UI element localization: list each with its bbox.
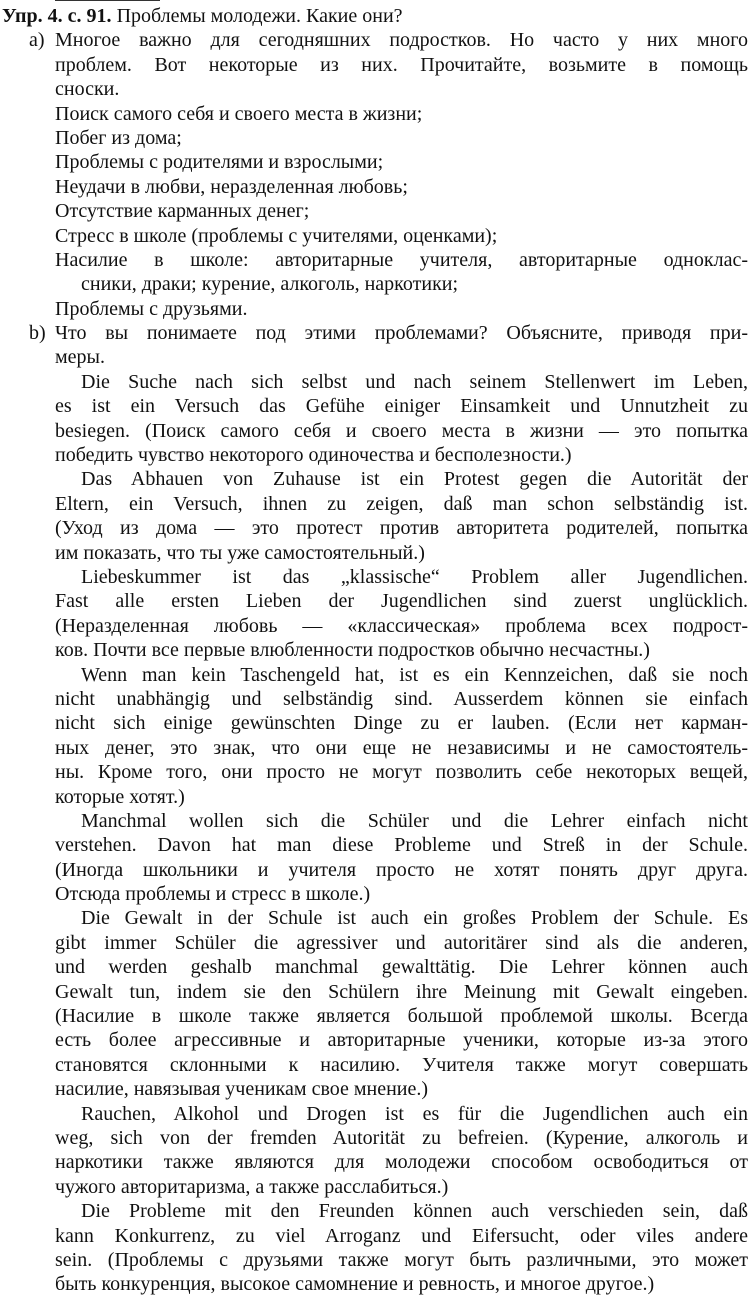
- paragraph-line: gibt immer Schüler die agressiver und autoritärer sind als die anderen,: [55, 931, 748, 954]
- exercise-number: Упр. 4. с. 91.: [2, 5, 112, 27]
- paragraph-line: nicht unabhängig und selbständig sind. Ausserdem können sie einfach: [55, 687, 748, 710]
- top-rule: [55, 0, 160, 1]
- list-item: [0, 102, 756, 126]
- part-label: a): [29, 29, 45, 52]
- list-item: [0, 126, 756, 150]
- paragraph-line: победить чувство некоторого одиночества и бесполезности.): [55, 444, 572, 467]
- intro-line: Многое важно для сегодняшних подростков. Но часто у них много: [55, 29, 748, 52]
- paragraph-line: ков. Почти все первые влюбленности подростков обычно несчастны.): [55, 639, 650, 662]
- paragraph-line: (Иногда школьники и учителя просто не хотят понять друг друга.: [55, 858, 748, 881]
- paragraph-line: Liebeskummer ist das „klassische“ Problem aller Jugendlichen.: [81, 565, 748, 588]
- paragraph-line: Die Suche nach sich selbst und nach seinem Stellenwert im Leben,: [81, 370, 748, 393]
- part-label: b): [29, 322, 46, 345]
- paragraph-line: становятся склонными к насилию. Учителя также могут совершать: [55, 1053, 748, 1076]
- list-item-line: Проблемы с родителями и взрослыми;: [55, 151, 384, 174]
- paragraph-line: Отсюда проблемы и стресс в школе.): [55, 883, 371, 906]
- paragraph-line: насилие, навязывая ученикам свое мнение.): [55, 1078, 429, 1101]
- document: [0, 4, 756, 1297]
- intro-line: меры.: [55, 346, 105, 369]
- list-item-line: Насилие в школе: авторитарные учителя, авторитарные одноклас-: [55, 248, 748, 271]
- exercise-heading: Проблемы молодежи. Какие они?: [111, 5, 403, 27]
- paragraph-line: (Насилие в школе также является большой проблемой школы. Всегда: [55, 1005, 748, 1028]
- exercise-title: [0, 4, 756, 28]
- paragraph-line: Eltern, ein Versuch, ihnen zu zeigen, daß man schon selbständig ist.: [55, 492, 748, 515]
- intro-row: [0, 53, 756, 77]
- paragraph-line: kann Konkurrenz, zu viel Arroganz und Eifersucht, oder viles andere: [55, 1224, 748, 1247]
- list-item: [0, 224, 756, 248]
- intro-row: [0, 28, 756, 52]
- paragraph-line: nicht sich einige gewünschten Dinge zu er lauben. (Если нет карман-: [55, 712, 748, 735]
- paragraph: [0, 1102, 756, 1200]
- paragraph: [0, 809, 756, 907]
- list-item: [0, 199, 756, 223]
- list-item: [0, 150, 756, 174]
- paragraph: [0, 565, 756, 663]
- paragraph: [0, 1199, 756, 1297]
- list-item: [0, 297, 756, 321]
- list-item: [0, 175, 756, 199]
- paragraph: [0, 467, 756, 565]
- intro-row: [0, 345, 756, 369]
- paragraph-line: Wenn man kein Taschengeld hat, ist es ein Kennzeichen, daß sie noch: [81, 663, 748, 686]
- intro-line: сноски.: [55, 78, 120, 101]
- paragraph-line: Die Gewalt in der Schule ist auch ein großes Problem der Schule. Es: [81, 907, 748, 930]
- paragraph-line: им показать, что ты уже самостоятельный.): [55, 541, 425, 564]
- list-item-line: Неудачи в любви, неразделенная любовь;: [55, 175, 408, 198]
- paragraph-line: Manchmal wollen sich die Schüler und die Lehrer einfach nicht: [81, 809, 748, 832]
- list-item-line: Поиск самого себя и своего места в жизни;: [55, 102, 423, 125]
- paragraph-line: sein. (Проблемы с друзьями также могут быть различными, это может: [55, 1248, 748, 1271]
- list-item-line: Стресс в школе (проблемы с учителями, оценками);: [55, 224, 498, 247]
- list-item-line: Отсутствие карманных денег;: [55, 200, 310, 223]
- list-item-line: Побег из дома;: [55, 126, 182, 149]
- intro-row: [0, 77, 756, 101]
- paragraph-line: es ist ein Versuch das Gefühe einiger Einsamkeit und Unnutzheit zu: [55, 395, 748, 418]
- list-item-line: сники, драки; курение, алкоголь, наркотики;: [81, 273, 459, 296]
- paragraph-line: быть конкуренция, высокое самомнение и ревность, и многое другое.): [55, 1273, 655, 1296]
- paragraph-line: Gewalt tun, indem sie den Schülern ihre Meinung mit Gewalt eingeben.: [55, 980, 748, 1003]
- paragraph-line: чужого авторитаризма, а также расслабиться.): [55, 1175, 449, 1198]
- paragraph: [0, 906, 756, 1101]
- intro-line: Что вы понимаете под этими проблемами? Объясните, приводя при-: [55, 322, 748, 345]
- paragraph-line: verstehen. Davon hat man diese Probleme und Streß in der Schule.: [55, 834, 748, 857]
- paragraph-line: Das Abhauen von Zuhause ist ein Protest gegen die Autorität der: [81, 468, 748, 491]
- paragraph: [0, 663, 756, 809]
- paragraph: [0, 370, 756, 468]
- part-a: [0, 28, 756, 321]
- paragraph-line: которые хотят.): [55, 785, 185, 808]
- paragraph-line: есть более агрессивные и авторитарные ученики, которые из-за этого: [55, 1029, 748, 1052]
- paragraph-line: und werden geshalb manchmal gewalttätig. Die Lehrer können auch: [55, 956, 748, 979]
- list-item-line: Проблемы с друзьями.: [55, 297, 248, 320]
- paragraph-line: наркотики также являются для молодежи способом освободиться от: [55, 1151, 748, 1174]
- paragraph-line: ны. Кроме того, они просто не могут позволить себе некоторых вещей,: [55, 761, 748, 784]
- paragraph-line: ных денег, это знак, что они еще не независимы и не самостоятель-: [55, 736, 748, 759]
- paragraph-line: weg, sich von der fremden Autorität zu befreien. (Курение, алкоголь и: [55, 1126, 748, 1149]
- paragraph-line: besiegen. (Поиск самого себя и своего места в жизни — это попытка: [55, 419, 748, 442]
- list-item: [0, 248, 756, 297]
- paragraph-line: Die Probleme mit den Freunden können auch verschieden sein, daß: [81, 1200, 748, 1223]
- part-b: [0, 321, 756, 1297]
- intro-row: [0, 321, 756, 345]
- paragraph-line: (Неразделенная любовь — «классическая» проблема всех подрост-: [55, 614, 748, 637]
- paragraph-line: Rauchen, Alkohol und Drogen ist es für die Jugendlichen auch ein: [81, 1102, 748, 1125]
- intro-line: проблем. Вот некоторые из них. Прочитайте, возьмите в помощь: [55, 53, 748, 76]
- paragraph-line: Fast alle ersten Lieben der Jugendlichen sind zuerst unglücklich.: [55, 590, 748, 613]
- paragraph-line: (Уход из дома — это протест против авторитета родителей, попытка: [55, 517, 748, 540]
